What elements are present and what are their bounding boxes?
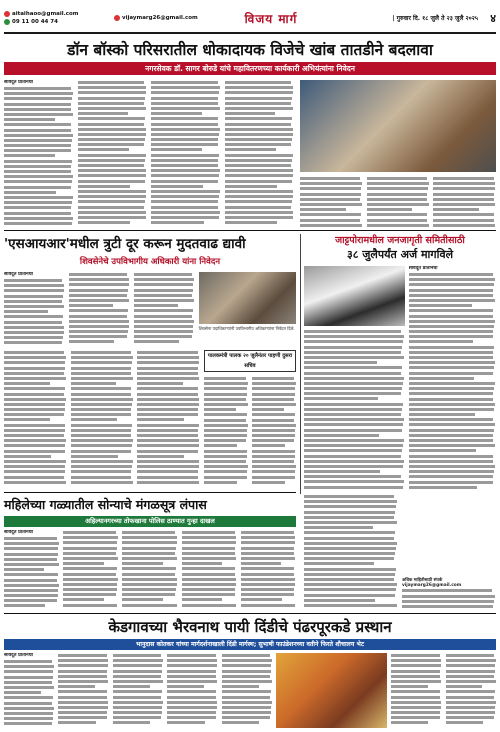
story2-byline: सार्वदूत प्रतिनिधी bbox=[4, 272, 33, 277]
story1-strap: नगरसेवक डॉ. सागर बोरुडे यांचे महावितरणच्या कार्यकारी अभियंत्यांना निवेदन bbox=[4, 62, 496, 75]
header-email: aitaihaoo@gmail.com bbox=[12, 11, 79, 17]
story5-column bbox=[4, 653, 54, 728]
story1-column bbox=[4, 80, 74, 228]
text-line bbox=[122, 603, 176, 608]
story2-headline: 'एसआयआर'मधील त्रुटी दूर करून मुदतवाढ द्यावी bbox=[4, 236, 246, 252]
text-line bbox=[300, 223, 362, 228]
text-line bbox=[433, 223, 495, 228]
header-phone: 09 11 00 44 74 bbox=[12, 19, 58, 25]
text-line bbox=[304, 603, 397, 608]
story5-column bbox=[391, 653, 441, 728]
text-line bbox=[69, 339, 114, 344]
story1-headline-wrap bbox=[4, 40, 496, 60]
page-number: ४ bbox=[490, 11, 496, 25]
text-line bbox=[304, 485, 403, 490]
story2-photo bbox=[199, 272, 296, 324]
story4-headline: महिलेच्या गळ्यातील सोन्याचे मंगळसूत्र लंपास bbox=[4, 497, 207, 512]
text-line bbox=[252, 480, 285, 485]
story5-column bbox=[58, 653, 108, 728]
story3-continued-column bbox=[402, 494, 496, 610]
text-line bbox=[391, 720, 428, 725]
story2-column bbox=[134, 272, 195, 346]
divider bbox=[4, 492, 296, 494]
story1-column bbox=[151, 80, 221, 228]
story5-column bbox=[167, 653, 217, 728]
text-line bbox=[137, 480, 199, 485]
phone-icon bbox=[4, 19, 10, 25]
divider bbox=[300, 234, 301, 494]
story2-continued-column bbox=[204, 376, 248, 490]
story1-body bbox=[4, 80, 496, 228]
story3-boxed-subhead: पालकमंत्री पालक २० जुलैनंतर पाहणी दुसरा सचिव bbox=[204, 350, 296, 372]
divider bbox=[4, 230, 496, 231]
text-line bbox=[402, 609, 492, 610]
text-line bbox=[71, 480, 133, 485]
story1-column bbox=[225, 80, 295, 228]
story5-headline: केडगावच्या भैरवनाथ पायी दिंडीचे पंढरपूरकडे प्रस्थान bbox=[108, 618, 392, 636]
story4-column bbox=[4, 530, 59, 610]
ad-line2: vijaymarg26@gmail.com bbox=[402, 583, 462, 589]
text-line bbox=[225, 220, 278, 225]
text-line bbox=[182, 603, 236, 608]
text-line bbox=[4, 603, 45, 608]
story1-column bbox=[78, 80, 148, 228]
story1-column bbox=[367, 176, 430, 228]
ad-line1: अधिक माहितीसाठी संपर्क bbox=[402, 578, 443, 583]
text-line bbox=[4, 340, 62, 345]
story2-subhead: शिवसेनेचे उपविभागीय अधिकारी यांना निवेदन bbox=[79, 257, 221, 267]
text-line bbox=[167, 720, 204, 725]
story2-continued-column bbox=[137, 350, 200, 490]
header-email-2: vijaymarg26@gmail.com bbox=[122, 15, 198, 21]
dateline: | गुरुवार दि. १८ जुलै ते २३ जुलै २०२५ bbox=[392, 15, 478, 22]
story2-continued-column bbox=[71, 350, 134, 490]
story3-column bbox=[409, 266, 496, 492]
text-line bbox=[78, 220, 131, 225]
story3-headline-wrap bbox=[304, 234, 496, 264]
story5-byline: सार्वदूत प्रतिनिधी bbox=[4, 653, 33, 658]
text-line bbox=[367, 223, 429, 228]
divider bbox=[4, 613, 496, 614]
story3-column bbox=[304, 329, 405, 492]
story1-column bbox=[433, 176, 496, 228]
story2-continued-column bbox=[4, 350, 67, 490]
story5-column bbox=[446, 653, 496, 728]
page-header bbox=[4, 4, 496, 34]
story2-column bbox=[4, 272, 65, 346]
story2-headline-wrap bbox=[4, 234, 296, 254]
text-line bbox=[204, 480, 237, 485]
story3-headline-2: ३८ जुलैपर्यंत अर्ज मागविले bbox=[346, 248, 454, 261]
story3-byline: सार्वदूत प्रतिनिधी bbox=[408, 266, 438, 271]
text-line bbox=[151, 220, 204, 225]
story2-column bbox=[69, 272, 130, 346]
story1-column bbox=[300, 176, 363, 228]
text-line bbox=[446, 720, 483, 725]
story4-strap: अहिल्यानगरच्या तोफखाना पोलिस ठाण्यात गुन्हा दाखल bbox=[4, 516, 296, 527]
story2-continued-column bbox=[252, 376, 296, 490]
story4-column bbox=[122, 530, 177, 610]
story5-strap: भानुदास कोतकर यांच्या मार्गदर्शनाखाली दिंडी मार्गस्थ; सुभाषी फाउंडेशनच्या वतीने फिरते शौचालय भेट bbox=[4, 639, 496, 650]
story5-column bbox=[222, 653, 272, 728]
text-line bbox=[58, 720, 95, 725]
text-line bbox=[4, 480, 66, 485]
email-icon bbox=[4, 11, 10, 17]
story5-column bbox=[113, 653, 163, 728]
text-line bbox=[241, 603, 295, 608]
story4-column bbox=[63, 530, 118, 610]
story4-column bbox=[241, 530, 296, 610]
story4-column bbox=[182, 530, 237, 610]
masthead: विजय मार्ग bbox=[244, 11, 298, 26]
story1-byline: सार्वदूत प्रतिनिधी bbox=[4, 80, 33, 85]
story5-photo bbox=[276, 653, 387, 728]
email-icon bbox=[114, 15, 120, 21]
text-line bbox=[222, 720, 259, 725]
contact-block bbox=[4, 11, 114, 25]
story1-photo bbox=[300, 80, 496, 172]
story3-headline: जाट्टपोरामधील जनजागृती समितीसाठी bbox=[335, 235, 465, 246]
text-line bbox=[409, 485, 477, 490]
text-line bbox=[4, 721, 52, 726]
text-line bbox=[4, 221, 72, 226]
story3-continued-column bbox=[304, 494, 398, 610]
story2-caption: शिवसेना पदाधिकाऱ्यांनी उपविभागीय अधिकाऱ्यांना निवेदन दिले. bbox=[198, 326, 295, 331]
text-line bbox=[63, 603, 117, 608]
story3-photo bbox=[304, 266, 405, 326]
text-line bbox=[134, 339, 179, 344]
story4-byline: सार्वदूत प्रतिनिधी bbox=[4, 530, 33, 535]
story1-headline: डॉन बॉस्को परिसरातील धोकादायक विजेचे खांब तातडीने बदलावा bbox=[67, 41, 433, 59]
text-line bbox=[113, 720, 150, 725]
